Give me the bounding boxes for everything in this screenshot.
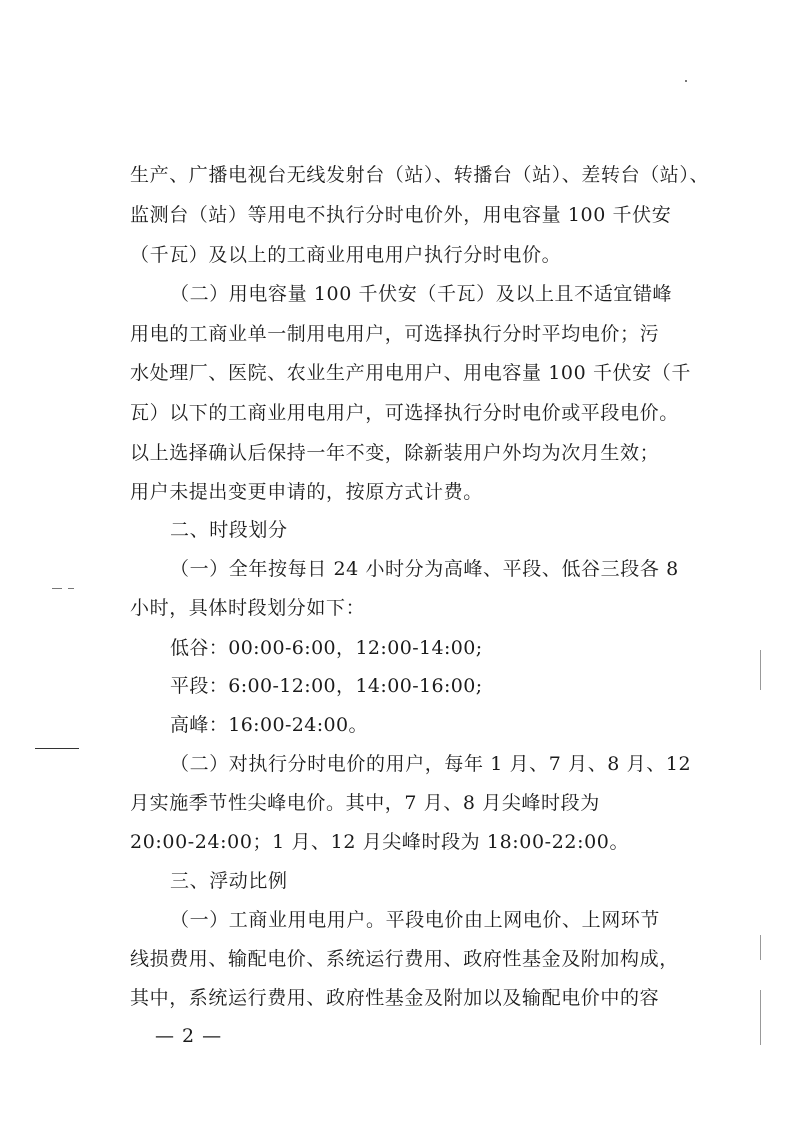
section-heading-float-ratio: 三、浮动比例 (170, 870, 288, 892)
scan-mark (35, 748, 79, 749)
scan-speck (685, 80, 687, 82)
paragraph-line: （一）全年按每日 24 小时分为高峰、平段、低谷三段各 8 (170, 558, 679, 580)
paragraph-line: 生产、广播电视台无线发射台（站）、转播台（站）、差转台（站）、 (130, 164, 710, 186)
scan-speck (52, 588, 62, 589)
paragraph-line: 20:00-24:00；1 月、12 月尖峰时段为 18:00-22:00。 (130, 831, 630, 853)
time-period-peak: 高峰：16:00-24:00。 (170, 714, 368, 736)
paragraph-line: （二）对执行分时电价的用户，每年 1 月、7 月、8 月、12 (170, 753, 692, 775)
scan-edge-mark (760, 650, 761, 690)
paragraph-line: 监测台（站）等用电不执行分时电价外，用电容量 100 千伏安 (130, 204, 672, 226)
time-period-valley: 低谷：00:00-6:00，12:00-14:00; (170, 637, 483, 659)
paragraph-line: 用电的工商业单一制用电用户，可选择执行分时平均电价；污 (130, 323, 660, 345)
paragraph-line: （二）用电容量 100 千伏安（千瓦）及以上且不适宜错峰 (170, 283, 673, 305)
paragraph-line: 其中，系统运行费用、政府性基金及附加以及输配电价中的容 (130, 987, 660, 1009)
paragraph-line: 瓦）以下的工商业用电用户，可选择执行分时电价或平段电价。 (130, 402, 679, 424)
paragraph-line: 月实施季节性尖峰电价。其中，7 月、8 月尖峰时段为 (130, 792, 600, 814)
time-period-flat: 平段：6:00-12:00，14:00-16:00; (170, 675, 483, 697)
paragraph-line: 小时，具体时段划分如下： (130, 597, 366, 619)
paragraph-line: （千瓦）及以上的工商业用电用户执行分时电价。 (130, 244, 562, 266)
page-number: — 2 — (155, 1025, 223, 1047)
paragraph-line: （一）工商业用电用户。平段电价由上网电价、上网环节 (170, 909, 661, 931)
section-heading-time-periods: 二、时段划分 (170, 519, 288, 541)
paragraph-line: 以上选择确认后保持一年不变，除新装用户外均为次月生效； (130, 442, 660, 464)
paragraph-line: 线损费用、输配电价、系统运行费用、政府性基金及附加构成， (130, 948, 679, 970)
scan-edge-mark (760, 990, 761, 1045)
scan-edge-mark (760, 935, 761, 960)
paragraph-line: 用户未提出变更申请的，按原方式计费。 (130, 481, 483, 503)
scan-speck (68, 588, 74, 589)
paragraph-line: 水处理厂、医院、农业生产用电用户、用电容量 100 千伏安（千 (130, 362, 691, 384)
